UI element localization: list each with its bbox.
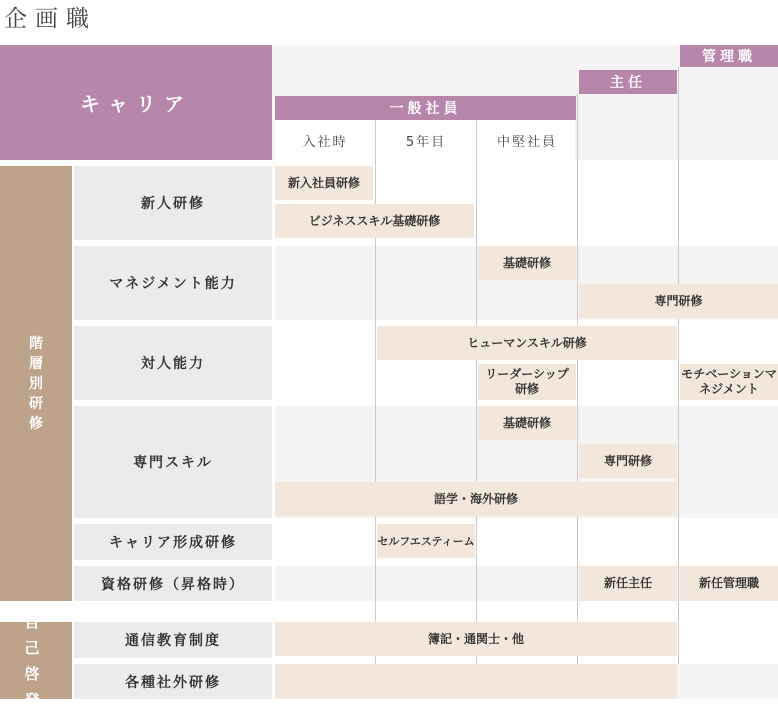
bar-self-esteem-label: セルフエスティーム	[377, 535, 475, 548]
bar-new-chief	[579, 566, 677, 601]
bar-human-skill	[377, 326, 677, 360]
bar-language-label: 語学・海外研修	[433, 491, 518, 506]
bar-bookkeeping-label: 簿記・通関士・他	[427, 631, 524, 646]
general-staff-header	[275, 96, 576, 120]
bar-bookkeeping	[275, 622, 677, 656]
bar-external	[275, 664, 677, 699]
bar-new-hire	[275, 166, 373, 200]
grid-line	[375, 120, 376, 664]
manager-header	[680, 45, 778, 67]
bar-business-skill	[275, 204, 474, 238]
bar-new-hire-label: 新入社員研修	[287, 175, 360, 190]
bar-new-manager	[680, 566, 778, 601]
bar-mgmt-basic	[478, 246, 576, 280]
bar-leadership	[478, 364, 576, 400]
row-career-dev-label: キャリア形成研修	[109, 535, 237, 551]
row-specialty-label: 専門スキル	[133, 455, 213, 471]
bar-motivation-label: モチベーションマネジメント	[681, 367, 777, 396]
page-title: 企画職	[4, 6, 97, 32]
stage-entry-label: 入社時	[302, 134, 348, 150]
row-interpersonal	[74, 326, 272, 400]
row-specialty	[74, 406, 272, 518]
grid-line	[476, 120, 477, 664]
row-newcomer-label: 新人研修	[141, 196, 205, 212]
bar-leadership-label: リーダーシップ研修	[485, 367, 569, 396]
row-newcomer	[74, 166, 272, 240]
row-management-label: マネジメント能力	[109, 276, 237, 292]
stage-mid-career	[477, 120, 577, 160]
grid-line	[678, 67, 679, 664]
category-tiered-label: 階層別研修	[29, 335, 43, 432]
row-correspondence	[74, 622, 272, 658]
category-self-dev	[0, 612, 72, 709]
career-header-label: キャリア	[80, 92, 192, 116]
bar-motivation	[680, 364, 778, 400]
chief-header-label: 主任	[610, 75, 646, 91]
category-tiered	[0, 166, 72, 601]
bar-mgmt-specialist-label: 専門研修	[654, 293, 703, 308]
general-staff-header-label: 一般社員	[389, 101, 462, 117]
bar-language	[275, 482, 677, 516]
bar-mgmt-basic-label: 基礎研修	[502, 255, 551, 270]
row-qualification-label: 資格研修（昇格時）	[101, 576, 245, 593]
bar-mgmt-specialist	[579, 284, 778, 318]
bar-self-esteem	[377, 524, 475, 558]
stage-fifth-year	[376, 120, 476, 160]
bar-spec-basic-label: 基礎研修	[502, 415, 551, 430]
bar-new-chief-label: 新任主任	[603, 576, 652, 590]
career-header	[0, 45, 272, 160]
row-management	[74, 246, 272, 320]
chief-header	[579, 70, 677, 94]
bar-new-manager-label: 新任管理職	[698, 576, 759, 590]
row-qualification	[74, 566, 272, 601]
bar-spec-specialist	[579, 444, 677, 478]
bar-spec-specialist-label: 専門研修	[603, 453, 652, 468]
grid-line	[577, 94, 578, 664]
bar-spec-basic	[478, 406, 576, 440]
row-career-dev	[74, 524, 272, 560]
row-external	[74, 664, 272, 699]
bar-human-skill-label: ヒューマンスキル研修	[467, 335, 587, 350]
stage-entry	[275, 120, 375, 160]
manager-header-label: 管理職	[702, 49, 756, 65]
stage-fifth-year-label: 5年目	[405, 134, 447, 150]
stage-mid-career-label: 中堅社員	[496, 134, 557, 150]
category-self-dev-label: 自己啓発	[24, 612, 48, 709]
row-external-label: 各種社外研修	[125, 674, 221, 691]
bar-business-skill-label: ビジネススキル基礎研修	[308, 213, 441, 228]
row-interpersonal-label: 対人能力	[141, 356, 205, 372]
row-correspondence-label: 通信教育制度	[125, 633, 221, 649]
